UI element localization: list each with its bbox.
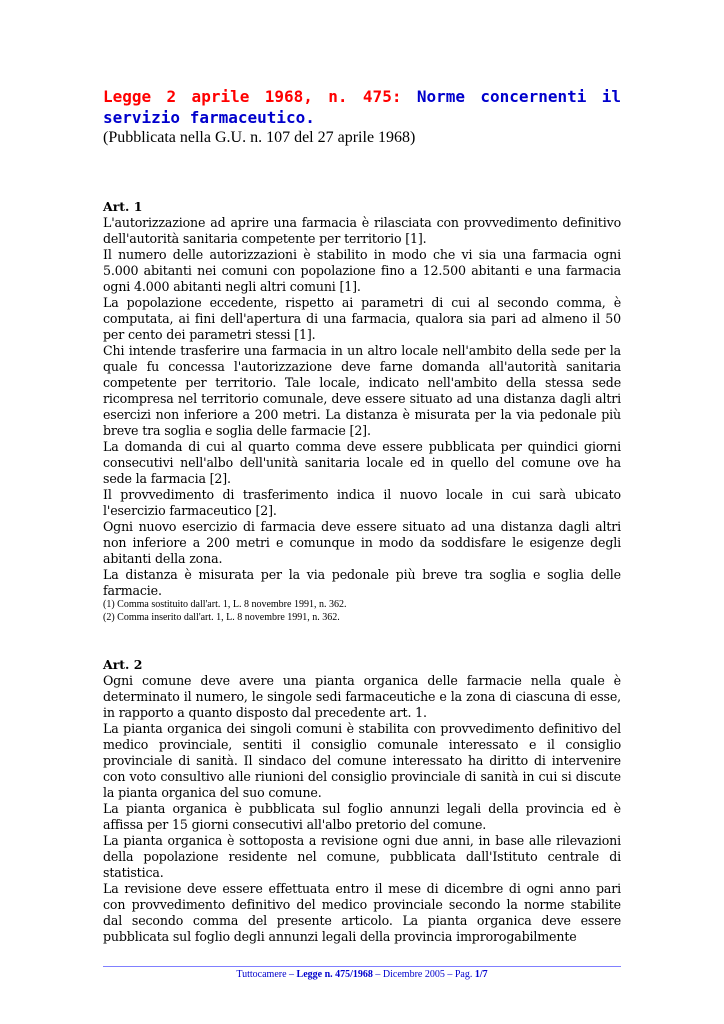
- article-1-footnote: (1) Comma sostituito dall'art. 1, L. 8 novembre 1991, n. 362.: [103, 599, 347, 610]
- article-2-paragraph: Ogni comune deve avere una pianta organica delle farmacie nella quale è determinato il numero, le singole sedi farmaceutiche e la zona di ciascuna di esse, in rapporto a quanto disposto dal precedente art. 1.: [103, 673, 621, 720]
- article-2-paragraph: La pianta organica è pubblicata sul foglio annunzi legali della provincia ed è affissa per 15 giorni consecutivi all'albo pretorio del comune.: [103, 801, 621, 832]
- article-1-paragraph: Il numero delle autorizzazioni è stabilito in modo che vi sia una farmacia ogni 5.000 abitanti nei comuni con popolazione fino a 12.500 abitanti e una farmacia ogni 4.000 abitanti negli altri comuni [1].: [103, 247, 621, 294]
- article-1-paragraph: Il provvedimento di trasferimento indica il nuovo locale in cui sarà ubicato l'esercizio farmaceutico [2].: [103, 487, 621, 518]
- article-2-title: Art. 2: [103, 657, 143, 672]
- article-1: [103, 198, 621, 624]
- article-1-paragraph: L'autorizzazione ad aprire una farmacia è rilasciata con provvedimento definitivo dell'autorità sanitaria competente per territorio [1].: [103, 215, 621, 246]
- article-1-footnote: (2) Comma inserito dall'art. 1, L. 8 novembre 1991, n. 362.: [103, 611, 340, 623]
- article-1-paragraph: La popolazione eccedente, rispetto ai parametri di cui al secondo comma, è computata, ai fini dell'apertura di una farmacia, qualora sia pari ad almeno il 50 per cento dei parametri stessi [1].: [103, 295, 621, 342]
- publication-note: (Pubblicata nella G.U. n. 107 del 27 aprile 1968): [103, 129, 416, 146]
- footer-divider: [103, 966, 621, 967]
- footer-page-number: 1/7: [474, 969, 488, 980]
- article-2-paragraph: La revisione deve essere effettuata entro il mese di dicembre di ogni anno pari con provvedimento definitivo del medico provinciale secondo la norme stabilite dal secondo comma del presente articolo. La pianta organica deve essere pubblicata sul foglio degli annunzi legali della provincia improrogabilmente: [103, 881, 621, 944]
- article-2-paragraph: La pianta organica è sottoposta a revisione ogni due anni, in base alle rilevazioni della popolazione residente nel comune, pubblicata dall'Istituto centrale di statistica.: [103, 833, 621, 880]
- article-2-paragraph: La pianta organica dei singoli comuni è stabilita con provvedimento definitivo del medico provinciale, sentiti il consiglio comunale interessato e il consiglio provinciale di sanità. Il sindaco del comune interessato ha diritto di intervenire con voto consultivo alle riunioni del consiglio provinciale di sanità in cui si discute la pianta organica del suo comune.: [103, 721, 621, 800]
- article-1-paragraph: La domanda di cui al quarto comma deve essere pubblicata per quindici giorni consecutivi nell'albo dell'unità sanitaria locale ed in quello del comune ove ha sede la farmacia [2].: [103, 439, 621, 486]
- title-law-subject: Norme concernenti il servizio farmaceutico.: [103, 87, 622, 127]
- document-title: [103, 86, 621, 128]
- article-1-paragraph: Chi intende trasferire una farmacia in un altro locale nell'ambito della sede per la quale fu concessa l'autorizzazione deve farne domanda all'autorità sanitaria competente per territorio. Tale locale, indicato nell'ambito della stessa sede ricompresa nel territorio comunale, deve essere situato ad una distanza dagli altri esercizi non inferiore a 200 metri. La distanza è misurata per la via pedonale più breve tra soglia e soglia delle farmacie [2].: [103, 343, 621, 438]
- footer-law: Legge n. 475/1968: [296, 969, 373, 980]
- page-footer: [103, 969, 621, 980]
- article-1-title: Art. 1: [103, 199, 143, 214]
- title-law-reference: Legge 2 aprile 1968, n. 475:: [103, 87, 402, 106]
- document-page: [103, 86, 621, 945]
- article-1-paragraph: La distanza è misurata per la via pedonale più breve tra soglia e soglia delle farmacie.: [103, 567, 621, 598]
- article-1-paragraph: Ogni nuovo esercizio di farmacia deve essere situato ad una distanza dagli altri non inferiore a 200 metri e comunque in modo da soddisfare le esigenze degli abitanti della zona.: [103, 519, 621, 566]
- article-2: [103, 656, 621, 945]
- footer-source: Tuttocamere –: [236, 969, 297, 980]
- footer-date: – Dicembre 2005 – Pag.: [372, 969, 475, 980]
